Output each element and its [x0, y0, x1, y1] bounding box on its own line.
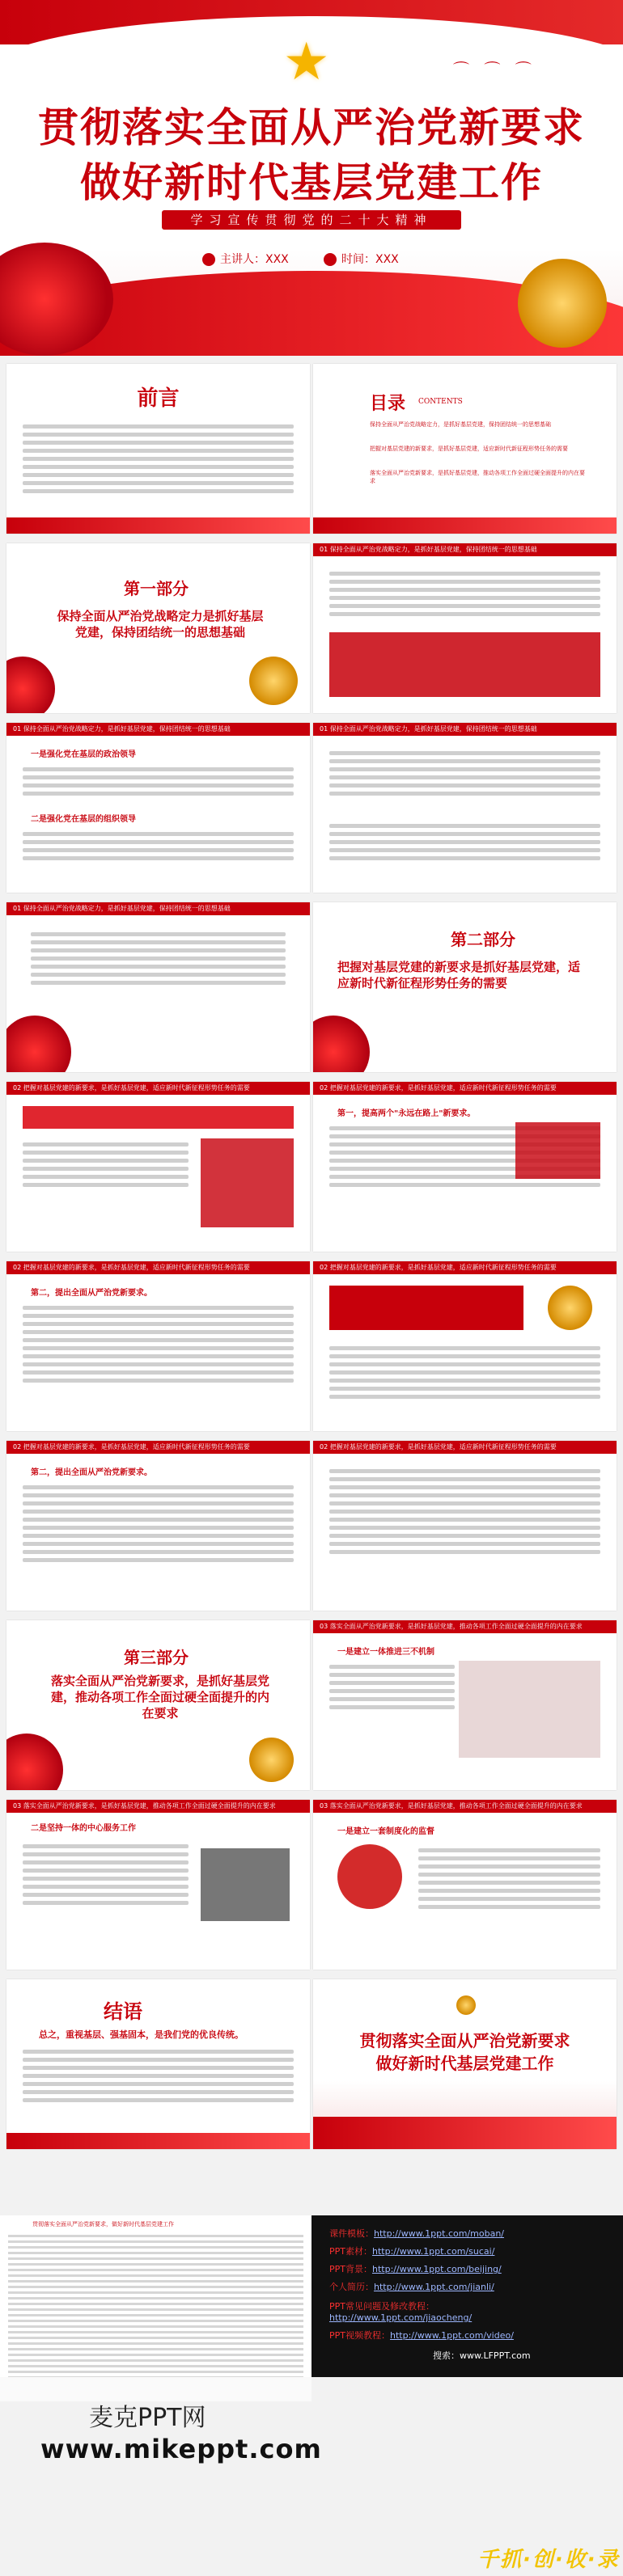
link-label: 课件模板：	[329, 2228, 374, 2239]
part3-text: 落实全面从严治党新要求，是抓好基层党建，推动各项工作全面过硬全面提升的内在要求	[50, 1674, 269, 1721]
watermark-logo: 千抓·创·收·录	[477, 2548, 620, 2572]
cover-subtitle: 学习宣传贯彻党的二十大精神	[162, 210, 461, 230]
photo-image	[515, 1122, 600, 1179]
slide-header-text: 02 把握对基层党建的新要求，是抓好基层党建，适应新时代新征程形势任务的需要	[13, 1443, 250, 1451]
slide-01-b	[313, 723, 617, 893]
slide-01-intro	[313, 543, 617, 713]
link-url[interactable]: http://www.1ppt.com/beijing/	[372, 2264, 502, 2274]
slide-text	[23, 763, 294, 800]
links-footer: 搜索：www.LFPPT.com	[433, 2350, 531, 2361]
subhead-2: 二是强化党在基层的组织领导	[31, 815, 136, 824]
ending-title-line2: 做好新时代基层党建工作	[375, 2054, 554, 2073]
link-url[interactable]: http://www.1ppt.com/jiaocheng/	[329, 2312, 473, 2323]
link-row	[329, 2280, 494, 2293]
time-text: 时间：XXX	[341, 253, 399, 266]
link-row	[329, 2262, 502, 2275]
slide-footer-bar	[6, 517, 310, 534]
slide-02-d	[313, 1261, 617, 1431]
brand-name: 麦克PPT网	[89, 2404, 206, 2432]
slide-02-a	[6, 1082, 310, 1252]
slide-text	[23, 1840, 189, 1909]
slide-text	[329, 1661, 455, 1713]
slide-03-a	[313, 1620, 617, 1790]
slide-text	[23, 1138, 189, 1191]
part3-label: 第三部分	[124, 1648, 189, 1667]
brand-url[interactable]: www.mikeppt.com	[40, 2434, 322, 2464]
slide-text	[23, 828, 294, 864]
document-title: 贯彻落实全面从严治党新要求，做好新时代基层党建工作	[32, 2221, 174, 2228]
slide-preface	[6, 364, 310, 534]
link-url[interactable]: http://www.1ppt.com/sucai/	[372, 2246, 495, 2257]
preface-title: 前言	[137, 386, 180, 411]
slide-header-text: 02 把握对基层党建的新要求，是抓好基层党建，适应新时代新征程形势任务的需要	[320, 1443, 557, 1451]
link-row	[329, 2299, 472, 2323]
conclusion-title: 结语	[104, 2000, 142, 2023]
puzzle-icon	[337, 1844, 402, 1909]
slide-text	[329, 747, 600, 800]
slide-text	[23, 1302, 294, 1387]
photo-image	[201, 1138, 294, 1227]
slide-conclusion	[6, 1979, 310, 2149]
slide-text	[31, 928, 286, 989]
cover-slide	[0, 0, 623, 356]
slide-header-text: 03 落实全面从严治党新要求，是抓好基层党建，推动各项工作全面过硬全面提升的内在要求	[320, 1623, 583, 1630]
slide-text	[23, 2046, 294, 2106]
slide-header-text: 02 把握对基层党建的新要求，是抓好基层党建，适应新时代新征程形势任务的需要	[320, 1264, 557, 1271]
slide-header-text: 02 把握对基层党建的新要求，是抓好基层党建，适应新时代新征程形势任务的需要	[13, 1264, 250, 1271]
slide-02-c	[6, 1261, 310, 1431]
slide-text	[329, 1465, 600, 1558]
books-image	[201, 1848, 290, 1921]
party-emblem-icon	[249, 1738, 294, 1782]
slide-header-text: 01 保持全面从严治党战略定力，是抓好基层党建，保持团结统一的思想基础	[320, 546, 537, 553]
part1-text: 保持全面从严治党战略定力是抓好基层党建，保持团结统一的思想基础	[57, 609, 264, 640]
link-url[interactable]: http://www.1ppt.com/video/	[390, 2330, 514, 2341]
slide-text	[329, 568, 600, 620]
ending-title-line1: 贯彻落实全面从严治党新要求	[359, 2031, 570, 2050]
subhead-5b: 第二，提出全面从严治党新要求。	[31, 1468, 152, 1477]
party-emblem-icon	[548, 1286, 592, 1330]
slide-02-f	[313, 1441, 617, 1611]
slide-part2	[313, 902, 617, 1072]
user-icon	[202, 253, 215, 266]
slide-01-c	[6, 902, 310, 1072]
subhead-5: 第二，提出全面从严治党新要求。	[31, 1289, 152, 1298]
link-label: PPT素材：	[329, 2246, 372, 2257]
slide-header-text: 03 落实全面从严治党新要求，是抓好基层党建，推动各项工作全面过硬全面提升的内在要求	[13, 1802, 276, 1810]
document-text	[8, 2232, 303, 2382]
slide-footer-bar	[313, 2117, 617, 2149]
flower-decoration	[6, 657, 55, 713]
subhead-4: 第一，提高两个"永远在路上"新要求。	[337, 1109, 476, 1118]
flower-decoration	[6, 1016, 71, 1072]
link-label: 个人简历：	[329, 2282, 374, 2292]
slide-text	[329, 820, 600, 864]
highlight-box	[329, 1286, 523, 1330]
slide-header-text: 03 落实全面从严治党新要求，是抓好基层党建，推动各项工作全面过硬全面提升的内在要求	[320, 1802, 583, 1810]
slide-toc	[313, 364, 617, 534]
toc-item-3[interactable]: 落实全面从严治党新要求，是抓好基层党建，推动各项工作全面过硬全面提升的内在要求	[370, 470, 585, 484]
slide-header-text: 01 保持全面从严治党战略定力，是抓好基层党建，保持团结统一的思想基础	[320, 725, 537, 733]
link-label: PPT视频教程：	[329, 2330, 390, 2341]
slide-part1	[6, 543, 310, 713]
part2-text: 把握对基层党建的新要求是抓好基层党建，适应新时代新征程形势任务的需要	[337, 960, 581, 990]
toc-item-2[interactable]: 把握对基层党建的新要求，是抓好基层党建，适应新时代新征程形势任务的需要	[370, 446, 568, 452]
time-meta	[324, 251, 399, 267]
tiananmen-image	[329, 632, 600, 697]
link-row	[329, 2244, 494, 2257]
link-url[interactable]: http://www.1ppt.com/moban/	[374, 2228, 504, 2239]
speaker-text: 主讲人：XXX	[220, 253, 289, 266]
part1-label: 第一部分	[124, 579, 189, 598]
gold-star-icon: ★	[283, 32, 330, 92]
conclusion-subtitle: 总之，重视基层、强基固本，是我们党的优良传统。	[39, 2029, 244, 2040]
slide-text	[418, 1844, 600, 1913]
slide-03-b	[6, 1800, 310, 1970]
link-url[interactable]: http://www.1ppt.com/jianli/	[374, 2282, 494, 2292]
slide-footer-bar	[313, 517, 617, 534]
slide-ending	[313, 1979, 617, 2149]
birds-icon: ⌒ ⌒ ⌒	[453, 60, 536, 79]
preface-text	[23, 420, 294, 497]
document-page	[0, 2215, 312, 2377]
flower-decoration	[6, 1734, 63, 1790]
link-label: PPT背景：	[329, 2264, 372, 2274]
slide-header-text: 02 把握对基层党建的新要求，是抓好基层党建，适应新时代新征程形势任务的需要	[13, 1084, 250, 1092]
slide-02-b	[313, 1082, 617, 1252]
cover-title-line1: 贯彻落实全面从严治党新要求	[38, 103, 585, 151]
subhead-6: 一是建立一体推进三不机制	[337, 1648, 434, 1657]
highlight-box	[23, 1106, 294, 1129]
toc-title: 目录	[370, 393, 406, 414]
subhead-1: 一是强化党在基层的政治领导	[31, 750, 136, 759]
gold-star-icon	[456, 1995, 476, 2015]
links-panel	[312, 2215, 623, 2377]
slide-02-e	[6, 1441, 310, 1611]
toc-subtitle: CONTENTS	[418, 398, 463, 406]
slide-header-text: 01 保持全面从严治党战略定力，是抓好基层党建，保持团结统一的思想基础	[13, 725, 231, 733]
speaker-meta	[202, 251, 289, 267]
party-emblem-icon	[249, 657, 298, 705]
toc-item-1[interactable]: 保持全面从严治党战略定力，是抓好基层党建，保持团结统一的思想基础	[370, 421, 551, 428]
slide-03-c	[313, 1800, 617, 1970]
link-row	[329, 2329, 514, 2342]
slide-header-text: 02 把握对基层党建的新要求，是抓好基层党建，适应新时代新征程形势任务的需要	[320, 1084, 557, 1092]
slide-part3	[6, 1620, 310, 1790]
slide-text	[329, 1342, 600, 1403]
great-wall-image	[459, 1661, 600, 1758]
subhead-7: 二是坚持一体的中心服务工作	[31, 1824, 136, 1833]
cover-title-line2: 做好新时代基层党建工作	[80, 158, 543, 206]
subhead-8: 一是建立一套制度化的监督	[337, 1827, 434, 1836]
party-emblem-icon	[518, 259, 607, 348]
link-row	[329, 2227, 504, 2240]
part2-label: 第二部分	[451, 930, 515, 949]
calendar-icon	[324, 253, 337, 266]
slide-01-a	[6, 723, 310, 893]
flower-decoration	[313, 1016, 370, 1072]
link-label: PPT常见问题及修改教程：	[329, 2301, 434, 2312]
slide-footer-bar	[6, 2133, 310, 2149]
slide-text	[23, 1481, 294, 1566]
slide-header-text: 01 保持全面从严治党战略定力，是抓好基层党建，保持团结统一的思想基础	[13, 905, 231, 912]
